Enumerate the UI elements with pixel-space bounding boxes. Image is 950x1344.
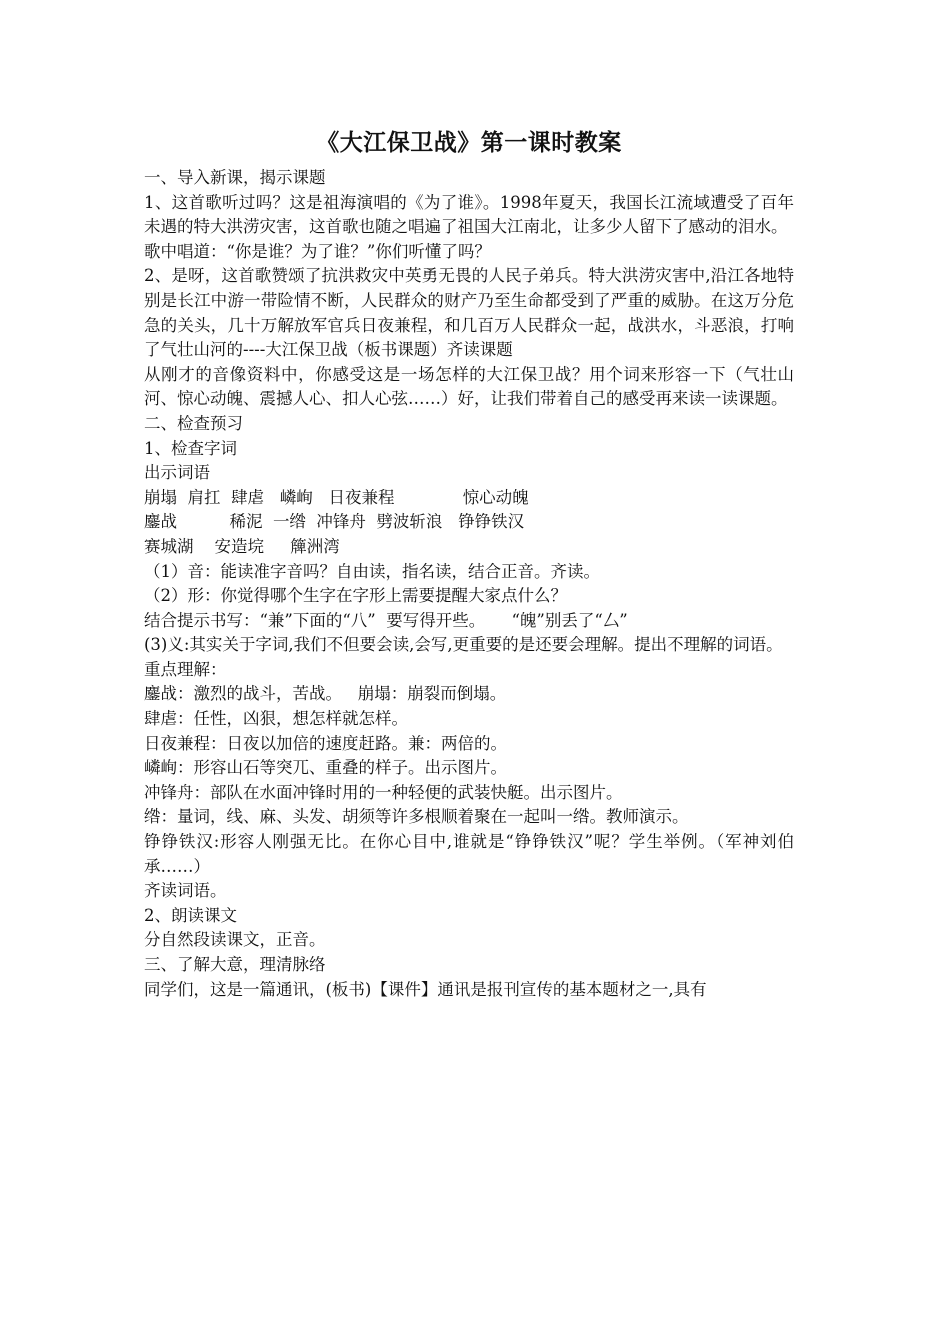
paragraph-read-words: 齐读词语。 xyxy=(144,881,227,901)
definition-chongfengzhou: 冲锋舟：部队在水面冲锋时用的一种轻便的武装快艇。出示图片。 xyxy=(144,782,623,802)
definition-sinue: 肆虐：任性，凶狠，想怎样就怎样。 xyxy=(144,709,408,729)
subsection-heading-words: 1、检查字词 xyxy=(144,438,237,458)
paragraph-meaning: (3)义:其实关于字词,我们不但要会读,会写,更重要的是还要会理解。提出不理解的词语。 xyxy=(144,635,783,655)
document-title: 《大江保卫战》第一课时教案 xyxy=(316,130,622,156)
word-list-line-3: 赛城湖 安造垸 簰洲湾 xyxy=(144,536,340,556)
paragraph-song-intro: 1、这首歌听过吗？这是祖海演唱的《为了谁》。1998年夏天，我国长江流域遭受了百年未遇的特大洪涝灾害，这首歌也随之唱遍了祖国大江南北，让多少人留下了感动的泪水。 xyxy=(144,192,794,237)
section-heading-preview: 二、检查预习 xyxy=(144,413,243,433)
paragraph-describe-battle: 从刚才的音像资料中，你感受这是一场怎样的大江保卫战？用个词来形容一下（气壮山河、惊心动魄、震撼人心、扣人心弦……）好，让我们带着自己的感受再来读一读课题。 xyxy=(144,364,794,409)
definition-liu: 绺：量词，线、麻、头发、胡须等许多根顺着聚在一起叫一绺。教师演示。 xyxy=(144,807,689,827)
word-list-line-2: 鏖战 稀泥 一绺 冲锋舟 劈波斩浪 铮铮铁汉 xyxy=(144,512,525,532)
paragraph-flood-background: 2、是呀，这首歌赞颂了抗洪救灾中英勇无畏的人民子弟兵。特大洪涝灾害中,沿江各地特别是长江中游一带险情不断，人民群众的财产乃至生命都受到了严重的威胁。在这万分危急的关头，几十万解放军官兵日夜兼程，和几百万人民群众一起，战洪水，斗恶浪，打响了气壮山河的----大江保卫战（板书课题）齐读课题 xyxy=(144,266,794,360)
section-heading-outline: 三、了解大意，理清脉络 xyxy=(144,955,326,974)
definition-riye-jiancheng: 日夜兼程：日夜以加倍的速度赶路。兼：两倍的。 xyxy=(144,733,507,753)
definition-zhengzheng-tiehan: 铮铮铁汉:形容人刚强无比。在你心目中,谁就是“铮铮铁汉”呢？学生举例。（军神刘伯承……） xyxy=(144,832,794,876)
paragraph-read-text: 分自然段读课文，正音。 xyxy=(144,930,326,950)
paragraph-pronunciation: （1）音：能读准字音吗？自由读，指名读，结合正音。齐读。 xyxy=(144,561,600,581)
document-body xyxy=(144,126,794,1002)
subsection-heading-reading: 2、朗读课文 xyxy=(144,905,237,925)
paragraph-news-report: 同学们，这是一篇通讯，(板书)【课件】通讯是报刊宣传的基本题材之一,具有 xyxy=(144,979,707,999)
definition-linxun: 嶙峋：形容山石等突兀、重叠的样子。出示图片。 xyxy=(144,758,507,778)
paragraph-song-lyrics: 歌中唱道：“你是谁？为了谁？”你们听懂了吗？ xyxy=(144,241,491,261)
paragraph-shape: （2）形：你觉得哪个生字在字形上需要提醒大家点什么？ xyxy=(144,586,567,606)
paragraph-writing-hint: 结合提示书写：“兼”下面的“八” 要写得开些。 “魄”别丢了“厶” xyxy=(144,610,628,630)
word-list-line-1: 崩塌 肩扛 肆虐 嶙峋 日夜兼程 惊心动魄 xyxy=(144,487,529,507)
section-heading-intro: 一、导入新课，揭示课题 xyxy=(144,168,326,187)
paragraph-key-understanding: 重点理解： xyxy=(144,659,227,679)
definition-aozhan-bengta: 鏖战：激烈的战斗，苦战。 崩塌：崩裂而倒塌。 xyxy=(144,684,507,704)
paragraph-show-words: 出示词语 xyxy=(144,463,210,483)
